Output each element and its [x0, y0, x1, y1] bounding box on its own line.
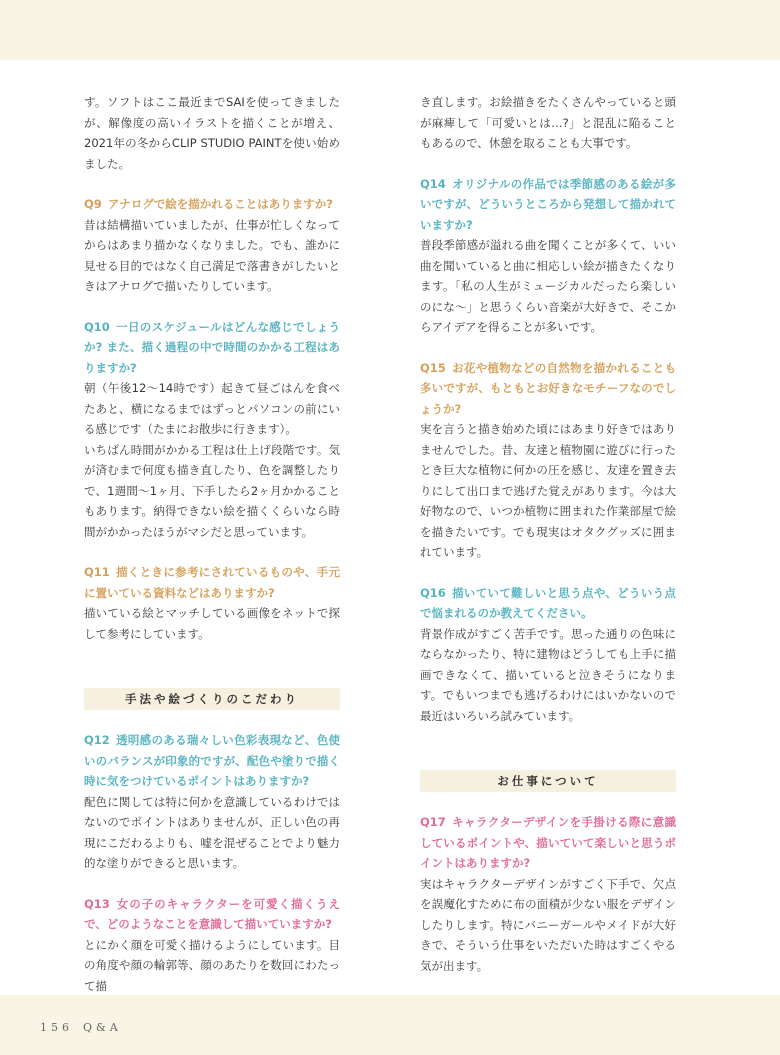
answer-q12: 配色に関しては特に何かを意識しているわけではないのでポイントはありませんが、正しい色の再現にこだわるよりも、嘘を混ぜることでより魅力的な塗りができると思います。: [84, 794, 340, 870]
answer-q15: 実を言うと描き始めた頃にはあまり好きではありませんでした。昔、友達と植物園に遊びに行ったとき巨大な植物に何かの圧を感じ、友達を置き去りにして出口まで逃げた覚えがあります。今は大好物なので、いつか植物に囲まれた作業部屋で絵を描きたいです。でも現実はオタクグッズに囲まれています。: [420, 422, 676, 559]
page-footer: [40, 1021, 132, 1034]
question-number: Q16: [420, 585, 446, 600]
question-q16: [420, 583, 676, 624]
question-q15: [420, 358, 676, 420]
question-text: 一日のスケジュールはどんな感じでしょうか? また、描く過程の中で時間のかかる工程はありますか?: [84, 319, 340, 375]
question-q12: [84, 730, 340, 792]
question-number: Q9: [84, 197, 102, 211]
question-text: キャラクターデザインを手掛ける際に意識しているポイントや、描いていて楽しいと思うポイントはありますか?: [420, 815, 676, 870]
intro-text: す。ソフトはここ最近までSAIを使ってきましたが、解像度の高いイラストを描くことが増え、2021年の冬からCLIP STUDIO PAINTを使い始めました。: [84, 95, 340, 171]
question-text: 女の子のキャラクターを可愛く描くうえで、どのようなことを意識して描いていますか?: [84, 896, 340, 931]
question-number: Q15: [420, 360, 446, 375]
section-heading-technique: 手法や絵づくりのこだわり: [84, 688, 340, 710]
question-text: 描いていて難しいと思う点や、どういう点で悩まれるのか教えてください。: [420, 585, 676, 620]
question-text: オリジナルの作品では季節感のある絵が多いですが、どういうところから発想して描かれていますか?: [420, 176, 676, 232]
answer-q11: 描いている絵とマッチしている画像をネットで探して参考にしています。: [84, 606, 340, 641]
section-heading-work: お仕事について: [420, 770, 676, 792]
question-number: Q17: [420, 815, 446, 829]
answer-q10-part2: いちばん時間がかかる工程は仕上げ段階です。気が済むまで何度も描き直したり、色を調整したりで、1週間〜1ヶ月、下手したら2ヶ月かかることもあります。納得できない絵を描くくらいなら時間がかかったほうがマシだと思っています。: [84, 442, 340, 539]
question-q10: [84, 317, 340, 379]
question-text: 描くときに参考にされているものや、手元に置いている資料などはありますか?: [84, 565, 340, 600]
left-column: [84, 92, 340, 996]
question-number: Q13: [84, 896, 110, 911]
question-q17: [420, 812, 676, 874]
answer-q13: とにかく顔を可愛く描けるようにしています。目の角度や顔の輪郭等、顔のあたりを数回にわたって描: [84, 937, 340, 993]
question-q9: [84, 194, 340, 215]
question-text: お花や植物などの自然物を描かれることも多いですが、もともとお好きなモチーフなのでしょうか?: [420, 360, 676, 416]
answer-q14: 普段季節感が溢れる曲を聞くことが多くて、いい曲を聞いていると曲に相応しい絵が描きたくなります。「私の人生がミュージカルだったら楽しいのにな〜」と思うくらい音楽が大好きで、そこからアイデアを得ることが多いです。: [420, 238, 676, 334]
question-number: Q12: [84, 733, 110, 747]
page-number: 156: [40, 1021, 73, 1034]
question-text: 透明感のある瑞々しい色彩表現など、色使いのバランスが印象的ですが、配色や塗りで描く時に気をつけているポイントはありますか?: [84, 733, 340, 788]
section-label: Q&A: [83, 1021, 122, 1034]
question-text: アナログで絵を描かれることはありますか?: [107, 197, 333, 211]
question-q13: [84, 894, 340, 935]
question-number: Q10: [84, 319, 110, 334]
right-column: [420, 92, 676, 976]
question-q14: [420, 174, 676, 236]
answer-q10-part1: 朝（午後12〜14時です）起きて昼ごはんを食べたあと、横になるまではずっとパソコンの前にいる感じです（たまにお散歩に行きます）。: [84, 381, 340, 436]
answer-q16: 背景作成がすごく苦手です。思った通りの色味にならなかったり、特に建物はどうしても上手に描画できなくて、描いていると泣きそうになります。でもいつまでも逃げるわけにはいかないので最近はいろいろ試みています。: [420, 626, 676, 723]
top-band: [0, 0, 780, 60]
answer-q9: 昔は結構描いていましたが、仕事が忙しくなってからはあまり描かなくなりました。でも、誰かに見せる目的ではなく自己満足で落書きがしたいときはアナログで描いたりしています。: [84, 217, 340, 293]
continued-text: き直します。お絵描きをたくさんやっていると頭が麻痺して「可愛いとは…?」と混乱に陥ることもあるので、休憩を取ることも大事です。: [420, 95, 676, 150]
question-number: Q11: [84, 565, 110, 579]
question-number: Q14: [420, 176, 446, 191]
answer-q17: 実はキャラクターデザインがすごく下手で、欠点を誤魔化すために布の面積が少ない服をデザインしたりします。特にバニーガールやメイドが大好きで、そういう仕事をいただいた時はすごくやる気が出ます。: [420, 876, 676, 973]
question-q11: [84, 562, 340, 603]
